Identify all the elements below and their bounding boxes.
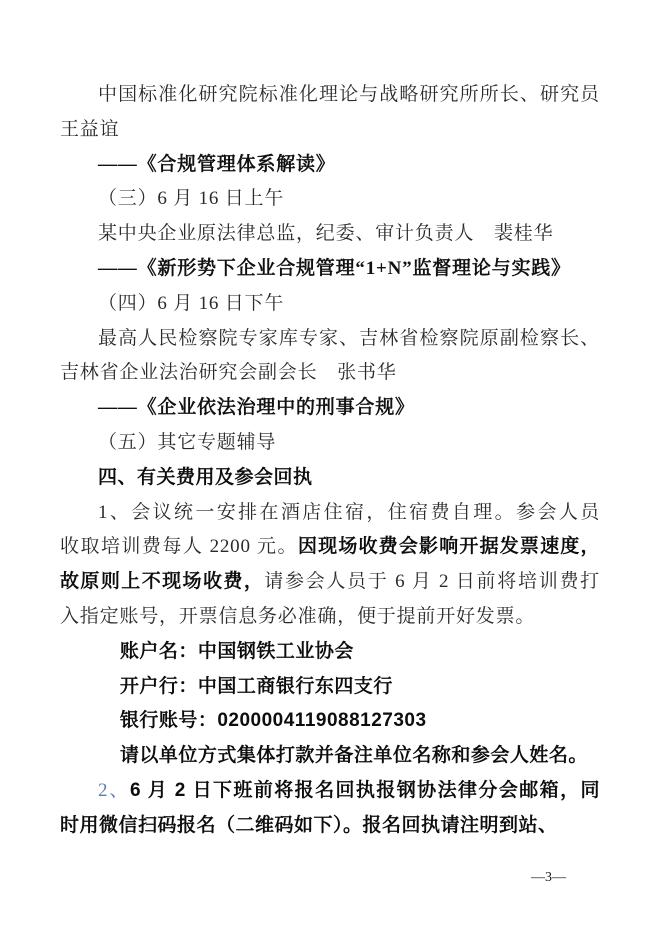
fees-item2-line1-text: 6 月 2 日下班前将报名回执报钢协法律分会邮箱，同 (129, 779, 600, 801)
speaker1-line2: 王益谊 (60, 118, 120, 140)
fees-item1-line2 (60, 530, 600, 565)
fees-section-heading: 四、有关费用及参会回执 (98, 466, 313, 488)
remit-note-line: 请以单位方式集体打款并备注单位名称和参会人姓名。 (119, 745, 588, 767)
fees-item1-line3-regular: 请参会人员于 6 月 2 日前将培训费打 (264, 571, 600, 593)
fees-item1-line2-regular: 收取培训费每人 2200 元。 (60, 536, 298, 558)
fees-item2-line2: 时用微信扫码报名（二维码如下）。报名回执请注明到站、 (60, 814, 558, 836)
bank-branch-line: 开户行：中国工商银行东四支行 (119, 675, 393, 697)
session4-heading: （四）6 月 16 日下午 (98, 292, 285, 314)
session5-heading: （五）其它专题辅导 (98, 431, 277, 453)
fees-item1-line3 (60, 565, 600, 600)
document-body (60, 78, 600, 844)
session3-heading: （三）6 月 16 日上午 (98, 188, 285, 210)
bank-account-name-line: 账户名：中国钢铁工业协会 (119, 640, 354, 662)
lecture-topic-2: ——《新形势下企业合规管理“1+N”监督理论与实践》 (98, 257, 571, 279)
fees-item1-line1: 1、会议统一安排在酒店住宿，住宿费自理。参会人员 (98, 501, 600, 523)
speaker3-line1: 最高人民检察院专家库专家、吉林省检察院原副检察长、 (98, 327, 600, 349)
lecture-topic-1: ——《合规管理体系解读》 (98, 153, 336, 175)
fees-item1-line4: 入指定账号，开票信息务必准确，便于提前开好发票。 (60, 605, 536, 627)
fees-item1-line3-bold: 故原则上不现场收费， (60, 571, 265, 593)
fees-item2-number: 2、 (98, 779, 130, 801)
page-number: —3— (531, 870, 566, 885)
lecture-topic-3: ——《企业依法治理中的刑事合规》 (98, 397, 415, 419)
fees-item2-line1 (60, 774, 600, 809)
fees-item1-line2-bold: 因现场收费会影响开据发票速度， (297, 536, 600, 558)
speaker3-line2: 吉林省企业法治研究会副会长 张书华 (60, 362, 397, 384)
speaker1-line1: 中国标准化研究院标准化理论与战略研究所所长、研究员 (98, 84, 600, 105)
bank-account-number-line: 银行账号：0200004119088127303 (119, 710, 427, 732)
speaker2-line: 某中央企业原法律总监，纪委、审计负责人 裴桂华 (98, 223, 554, 245)
